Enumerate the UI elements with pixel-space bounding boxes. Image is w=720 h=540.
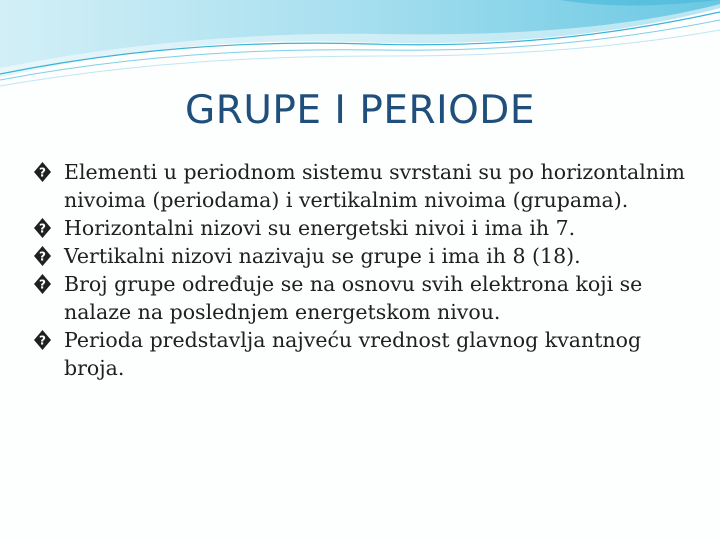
svg-text:?: ? (39, 277, 46, 292)
bullet-text: Vertikalni nizovi nazivaju se grupe i ima ih 8 (18). (64, 244, 581, 268)
svg-text:?: ? (39, 221, 46, 236)
list-item (34, 242, 694, 270)
bullet-text: Horizontalni nizovi su energetski nivoi i ima ih 7. (64, 216, 576, 240)
bullet-text: Broj grupe određuje se na osnovu svih elektrona koji se nalaze na poslednjem energetskom nivou. (64, 272, 643, 324)
bullet-list (34, 158, 694, 382)
replacement-character-icon (34, 218, 51, 238)
list-item (34, 270, 694, 326)
bullet-text: Perioda predstavlja najveću vrednost glavnog kvantnog broja. (64, 328, 642, 380)
list-item (34, 326, 694, 382)
svg-text:?: ? (39, 249, 46, 264)
replacement-character-icon (34, 274, 51, 294)
bullet-text: Elementi u periodnom sistemu svrstani su po horizontalnim nivoima (periodama) i vertikalnim nivoima (grupama). (64, 160, 685, 212)
replacement-character-icon (34, 162, 51, 182)
replacement-character-icon (34, 246, 51, 266)
header-wave-decoration (0, 0, 720, 90)
svg-text:?: ? (39, 165, 46, 180)
list-item (34, 158, 694, 214)
slide-title: GRUPE I PERIODE (185, 88, 535, 133)
replacement-character-icon (34, 330, 51, 350)
list-item (34, 214, 694, 242)
svg-text:?: ? (39, 333, 46, 348)
